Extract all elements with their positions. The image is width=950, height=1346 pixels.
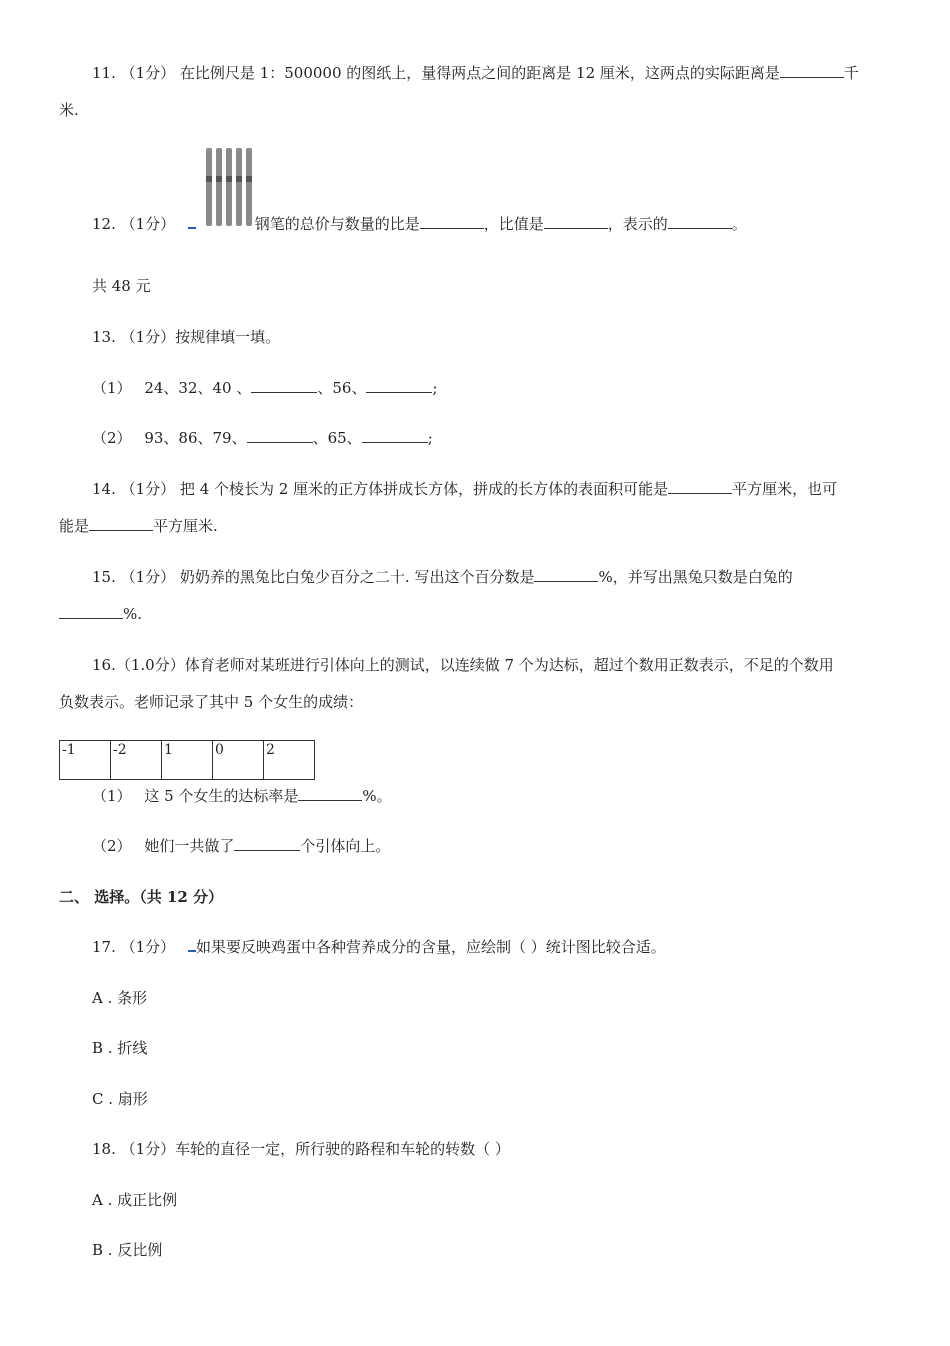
q11-unit: 千: [843, 64, 859, 82]
q16-sub2-label: （2）: [92, 837, 132, 855]
q16-sub1: [92, 786, 392, 806]
q18-stem: [92, 1139, 510, 1159]
q14-text-c: 能是: [59, 517, 90, 535]
q17-option-b[interactable]: [92, 1038, 147, 1058]
q16-line1: [92, 655, 834, 675]
q16-text-line1: 16.（1.0分）体育老师对某班进行引体向上的测试，以连续做 7 个为达标，超过个数用正数表示，不足的个数用: [92, 656, 834, 674]
q12-text-d: 。: [731, 215, 747, 233]
q15-line2: [59, 604, 142, 624]
q14-text-a: 14. （1分） 把 4 个棱长为 2 厘米的正方体拼成长方体，拼成的长方体的表面积可能是: [92, 480, 669, 498]
score-cell: 0: [213, 741, 264, 780]
q12-text-c: ，表示的: [607, 215, 668, 233]
q16-sub2-blank[interactable]: [234, 836, 300, 851]
q17-marker: [188, 938, 196, 952]
score-cell: 1: [162, 741, 213, 780]
q13-sub1-end: ;: [432, 379, 438, 397]
score-cell: -1: [60, 741, 111, 780]
q18-option-a-text: A . 成正比例: [92, 1191, 178, 1209]
q18-option-a[interactable]: [92, 1190, 177, 1210]
q16-sub2-text-b: 个引体向上。: [300, 837, 391, 855]
q15-text-b: %，并写出黑兔只数是白兔的: [598, 568, 793, 586]
q13-sub2-label: （2）: [92, 429, 132, 447]
q12-text-a: 钢笔的总价与数量的比是: [254, 215, 420, 233]
q13-sub2: [92, 428, 433, 448]
q12-image-marker: [188, 215, 196, 229]
q14-line2: [59, 516, 218, 536]
q18-option-b-text: B . 反比例: [92, 1241, 163, 1259]
q13-stem-text: 13. （1分）按规律填一填。: [92, 328, 281, 346]
q17-number: 17. （1分）: [92, 938, 176, 956]
q12-answer-blank-2[interactable]: [544, 214, 608, 229]
q11-line2: [59, 100, 79, 120]
q13-sub1-seq-a: 24、32、40 、: [144, 379, 252, 397]
q12-number: 12. （1分）: [92, 215, 176, 233]
q15-answer-blank-1[interactable]: [534, 567, 598, 582]
q12-text-b: ，比值是: [483, 215, 544, 233]
q13-sub1-seq-b: 、56、: [317, 379, 367, 397]
q13-sub2-seq-a: 93、86、79、: [144, 429, 247, 447]
q13-sub1-label: （1）: [92, 379, 132, 397]
q17-option-b-text: B . 折线: [92, 1039, 148, 1057]
q13-sub2-seq-b: 、65、: [312, 429, 362, 447]
q16-sub1-label: （1）: [92, 787, 132, 805]
q17-option-a-text: A . 条形: [92, 989, 148, 1007]
q12-answer-blank-1[interactable]: [420, 214, 484, 229]
q18-option-b[interactable]: [92, 1240, 162, 1260]
q17-stem-text: 如果要反映鸡蛋中各种营养成分的含量，应绘制（ ）统计图比较合适。: [195, 938, 666, 956]
q16-sub1-blank[interactable]: [298, 786, 362, 801]
q12-line: [92, 214, 747, 234]
q18-stem-text: 18. （1分）车轮的直径一定，所行驶的路程和车轮的转数（ ）: [92, 1140, 510, 1158]
q16-sub1-text-a: 这 5 个女生的达标率是: [144, 787, 299, 805]
q13-sub1-blank-1[interactable]: [251, 378, 317, 393]
table-row: [60, 741, 315, 780]
q11-answer-blank[interactable]: [780, 63, 844, 78]
q12-caption: [92, 276, 151, 296]
q17-option-a[interactable]: [92, 988, 147, 1008]
q15-answer-blank-2[interactable]: [59, 604, 123, 619]
q16-scores-table: [59, 740, 315, 780]
q14-answer-blank-2[interactable]: [89, 516, 153, 531]
q14-text-b: 平方厘米，也可: [732, 480, 838, 498]
q16-sub2: [92, 836, 390, 856]
q12-caption-text: 共 48 元: [92, 277, 151, 295]
q11-line1: [92, 63, 859, 83]
section-2-title: 二、 选择。（共 12 分）: [59, 888, 224, 906]
q14-answer-blank-1[interactable]: [668, 479, 732, 494]
q16-sub1-text-b: %。: [362, 787, 392, 805]
q17-option-c[interactable]: [92, 1089, 148, 1109]
score-cell: 2: [264, 741, 315, 780]
q13-sub1: [92, 378, 438, 398]
score-cell: -2: [111, 741, 162, 780]
q17-option-c-text: C . 扇形: [92, 1090, 148, 1108]
q14-text-d: 平方厘米.: [153, 517, 218, 535]
q13-sub2-blank-1[interactable]: [247, 428, 313, 443]
q13-sub2-end: ;: [427, 429, 433, 447]
q14-line1: [92, 479, 837, 499]
q12-answer-blank-3[interactable]: [668, 214, 732, 229]
q13-sub1-blank-2[interactable]: [366, 378, 432, 393]
q15-line1: [92, 567, 793, 587]
q15-text-c: %.: [123, 605, 143, 623]
q13-stem: [92, 327, 280, 347]
q15-text-a: 15. （1分） 奶奶养的黑兔比白兔少百分之二十. 写出这个百分数是: [92, 568, 535, 586]
q16-line2: [59, 692, 363, 712]
q11-unit-tail: 米.: [59, 101, 79, 119]
q16-sub2-text-a: 她们一共做了: [144, 837, 235, 855]
q11-text: 11. （1分） 在比例尺是 1：500000 的图纸上，量得两点之间的距离是 12 厘米，这两点的实际距离是: [92, 64, 780, 82]
q13-sub2-blank-2[interactable]: [362, 428, 428, 443]
q17-stem: [92, 937, 666, 957]
section-2-heading: [59, 887, 223, 907]
q16-text-line2: 负数表示。老师记录了其中 5 个女生的成绩：: [59, 693, 364, 711]
